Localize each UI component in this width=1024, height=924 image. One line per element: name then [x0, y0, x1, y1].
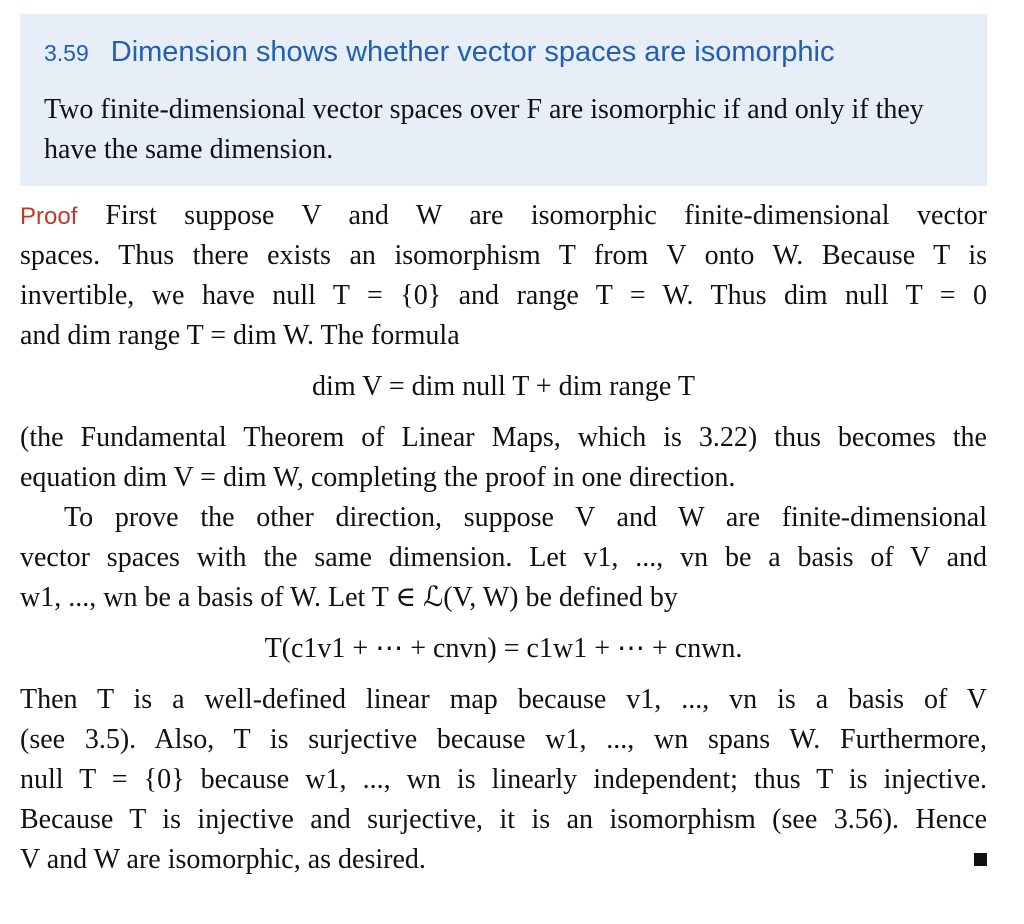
proof-line-4: and dim range T = dim W. The formula: [20, 320, 460, 351]
proof-body: [20, 196, 987, 880]
proof-line-3: invertible, we have null T = {0} and range T = W. Thus dim null T = 0: [20, 280, 987, 311]
proof-line-7: equation dim V = dim W, completing the proof in one direction.: [20, 462, 736, 493]
theorem-box: [20, 14, 987, 186]
proof-line-16: [20, 840, 987, 880]
proof-line-15: Because T is injective and surjective, it is an isomorphism (see 3.56). Hence: [20, 804, 987, 835]
proof-line-10: w1, ..., wn be a basis of W. Let T ∈ ℒ(V, W) be defined by: [20, 582, 678, 613]
proof-line-1: [20, 196, 987, 236]
theorem-title: Dimension shows whether vector spaces are isomorphic: [110, 36, 835, 68]
proof-line-8: To prove the other direction, suppose V and W are finite-dimensional: [64, 502, 987, 533]
proof-line-16-text: V and W are isomorphic, as desired.: [20, 844, 426, 875]
proof-line-13: (see 3.5). Also, T is surjective because w1, ..., wn spans W. Furthermore,: [20, 724, 987, 755]
display-equation-rank-nullity: dim V = dim null T + dim range T: [312, 371, 695, 402]
display-equation-map-definition: T(c1v1 + ⋯ + cnvn) = c1w1 + ⋯ + cnwn.: [264, 633, 743, 664]
theorem-heading: [44, 36, 834, 69]
proof-line-9: vector spaces with the same dimension. Let v1, ..., vn be a basis of V and: [20, 542, 987, 573]
theorem-number: 3.59: [44, 40, 89, 66]
proof-label: Proof: [20, 203, 78, 230]
qed-square-icon: [974, 853, 987, 866]
proof-line-1-text: First suppose V and W are isomorphic finite-dimensional vector: [105, 200, 987, 231]
proof-line-2: spaces. Thus there exists an isomorphism T from V onto W. Because T is: [20, 240, 987, 271]
proof-line-14: null T = {0} because w1, ..., wn is linearly independent; thus T is injective.: [20, 764, 987, 795]
theorem-statement: Two finite-dimensional vector spaces over F are isomorphic if and only if they have the same dimension.: [44, 94, 924, 165]
proof-line-12: Then T is a well-defined linear map because v1, ..., vn is a basis of V: [20, 684, 987, 715]
proof-line-6: (the Fundamental Theorem of Linear Maps, which is 3.22) thus becomes the: [20, 422, 987, 453]
